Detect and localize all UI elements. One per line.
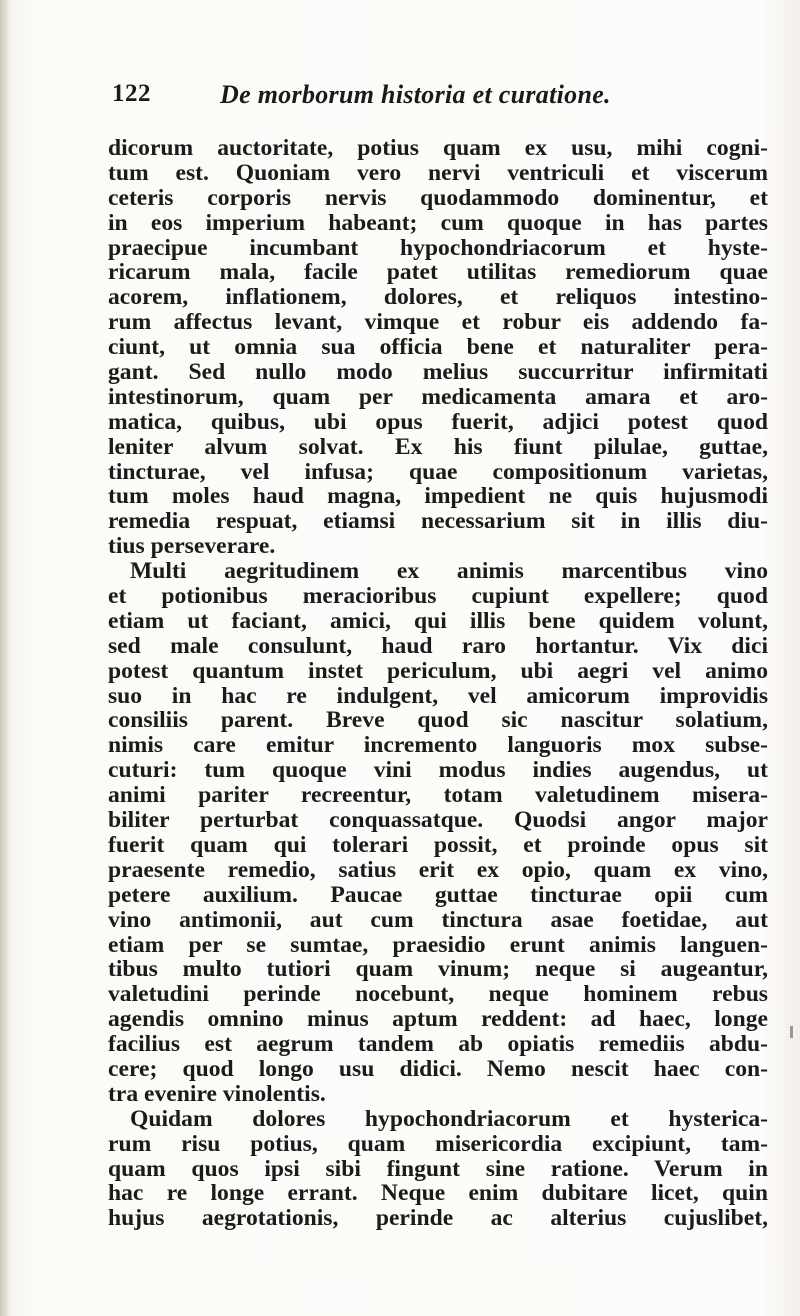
- text-line: gant. Sed nullo modo melius succurritur infirmitati: [108, 359, 768, 386]
- text-line: vino antimonii, aut cum tinctura asae foetidae, aut: [108, 906, 768, 933]
- text-line: dicorum auctoritate, potius quam ex usu, mihi cogni-: [108, 135, 769, 161]
- text-line: tibus multo tutiori quam vinum; neque si augeantur,: [108, 956, 768, 983]
- text-line: Multi aegritudinem ex animis marcentibus vino: [130, 558, 768, 585]
- text-line: valetudini perinde nocebunt, neque hominem rebus: [108, 981, 768, 1008]
- text-line: ricarum mala, facile patet utilitas remediorum quae: [108, 259, 768, 286]
- text-line: rum risu potius, quam misericordia excipiunt, tam-: [108, 1130, 769, 1157]
- text-line: fuerit quam qui tolerari possit, et proinde opus sit: [108, 831, 769, 858]
- text-line: sed male consulunt, haud raro hortantur. Vix dici: [108, 632, 769, 659]
- page-number: 122: [112, 80, 151, 107]
- text-line: et potionibus meracioribus cupiunt expellere; quod: [108, 583, 768, 610]
- body-text: [108, 136, 768, 1231]
- text-line: etiam per se sumtae, praesidio erunt animis languen-: [108, 931, 768, 958]
- text-line: ceteris corporis nervis quodammodo dominentur, et: [108, 184, 768, 211]
- text-line: quam quos ipsi sibi fingunt sine ratione. Verum in: [108, 1155, 768, 1182]
- text-line: suo in hac re indulgent, vel amicorum improvidis: [108, 682, 768, 709]
- text-line: tincturae, vel infusa; quae compositionum varietas,: [108, 458, 769, 485]
- text-line: acorem, inflationem, dolores, et reliquos intestino-: [108, 284, 768, 311]
- text-line: tum est. Quoniam vero nervi ventriculi et viscerum: [108, 159, 769, 186]
- text-line: praecipue incumbant hypochondriacorum et hyste-: [108, 234, 769, 261]
- text-line: biliter perturbat conquassatque. Quodsi angor major: [108, 807, 768, 834]
- text-line: rum affectus levant, vimque et robur eis addendo fa-: [108, 309, 769, 336]
- text-line: Quidam dolores hypochondriacorum et hysterica-: [130, 1105, 769, 1132]
- text-line: tum moles haud magna, impedient ne quis hujusmodi: [108, 483, 769, 510]
- text-line: in eos imperium habeant; cum quoque in has partes: [108, 209, 768, 236]
- text-line: animi pariter recreentur, totam valetudinem misera-: [108, 782, 769, 809]
- text-line: cere; quod longo usu didici. Nemo nescit haec con-: [108, 1055, 769, 1082]
- text-line: leniter alvum solvat. Ex his fiunt pilulae, guttae,: [108, 433, 768, 460]
- text-line: intestinorum, quam per medicamenta amara et aro-: [108, 383, 768, 410]
- text-line: matica, quibus, ubi opus fuerit, adjici potest quod: [108, 408, 769, 435]
- running-title: De morborum historia et curatione.: [220, 80, 611, 109]
- text-line: tra evenire vinolentis.: [108, 1080, 326, 1107]
- text-line: remedia respuat, etiamsi necessarium sit in illis diu-: [108, 508, 768, 535]
- text-line: hujus aegrotationis, perinde ac alterius cujuslibet,: [108, 1205, 769, 1232]
- text-line: cuturi: tum quoque vini modus indies augendus, ut: [108, 757, 769, 784]
- text-line: etiam ut faciant, amici, qui illis bene quidem volunt,: [108, 607, 768, 634]
- text-line: hac re longe errant. Neque enim dubitare licet, quin: [108, 1180, 768, 1207]
- text-line: ciunt, ut omnia sua officia bene et naturaliter pera-: [108, 334, 768, 361]
- text-line: petere auxilium. Paucae guttae tincturae opii cum: [108, 881, 768, 908]
- text-line: potest quantum instet periculum, ubi aegri vel animo: [108, 657, 768, 684]
- text-line: nimis care emitur incremento languoris mox subse-: [108, 732, 768, 759]
- margin-mark: [790, 1026, 793, 1038]
- text-line: agendis omnino minus aptum reddent: ad haec, longe: [108, 1006, 768, 1033]
- text-line: facilius est aegrum tandem ab opiatis remediis abdu-: [108, 1031, 769, 1058]
- text-line: tius perseverare.: [108, 533, 276, 560]
- page-header: [112, 80, 672, 120]
- text-line: consiliis parent. Breve quod sic nascitur solatium,: [108, 707, 768, 734]
- page-gutter-shadow: [0, 0, 10, 1316]
- text-line: praesente remedio, satius erit ex opio, quam ex vino,: [108, 856, 769, 883]
